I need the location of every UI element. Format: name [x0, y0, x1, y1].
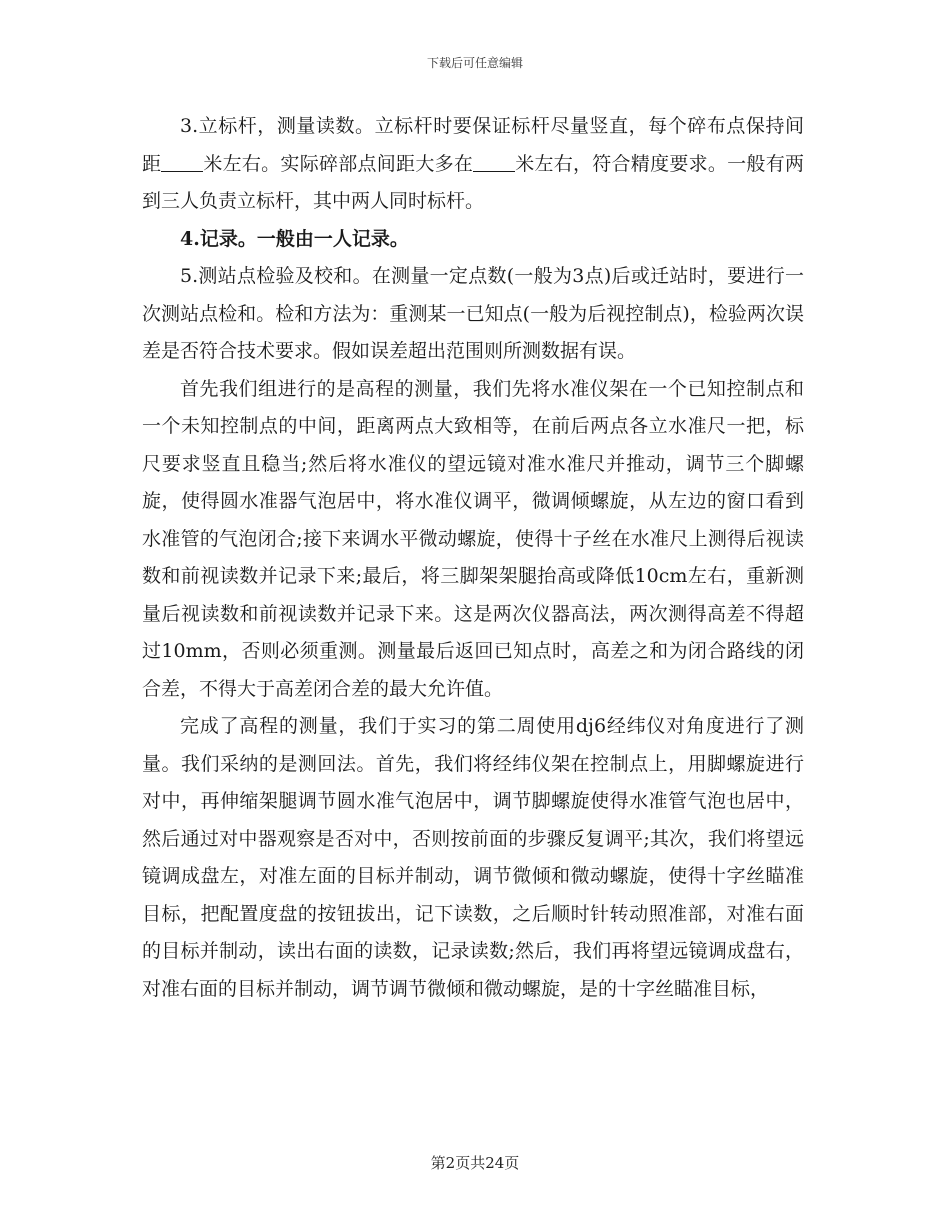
document-body	[142, 108, 804, 1008]
paragraph-5: 完成了高程的测量，我们于实习的第二周使用dj6经纬仪对角度进行了测量。我们采纳的是测回法。首先，我们将经纬仪架在控制点上，用脚螺旋进行对中，再伸缩架腿调节圆水准气泡居中，调节脚螺旋使得水准管气泡也居中，然后通过对中器观察是否对中，否则按前面的步骤反复调平;其次，我们将望远镜调成盘左，对准左面的目标并制动，调节微倾和微动螺旋，使得十字丝瞄准目标，把配置度盘的按钮拔出，记下读数，之后顺时针转动照准部，对准右面的目标并制动，读出右面的读数，记录读数;然后，我们再将望远镜调成盘右，对准右面的目标并制动，调节调节微倾和微动螺旋，是的十字丝瞄准目标，	[142, 715, 804, 1000]
fill-blank-1	[161, 152, 203, 172]
paragraph-1-part-b: 米左右。实际碎部点间距大多在	[203, 152, 474, 175]
paragraph-1-part-c: 米左右，符合精度要求。一般有两到三人负责立标杆，其中两人同时标杆。	[142, 152, 804, 212]
page-number: 第2页共24页	[430, 1154, 520, 1172]
paragraph-1-part-a: 3.立标杆，测量读数。立标杆时要保证标杆尽量竖直，每个碎布点保持间距	[142, 115, 804, 175]
paragraph-4: 首先我们组进行的是高程的测量，我们先将水准仪架在一个已知控制点和一个未知控制点的中间，距离两点大致相等，在前后两点各立水准尺一把，标尺要求竖直且稳当;然后将水准仪的望远镜对准水准尺并推动，调节三个脚螺旋，使得圆水准器气泡居中，将水准仪调平，微调倾螺旋，从左边的窗口看到水准管的气泡闭合;接下来调水平微动螺旋，使得十子丝在水准尺上测得后视读数和前视读数并记录下来;最后，将三脚架架腿抬高或降低10cm左右，重新测量后视读数和前视读数并记录下来。这是两次仪器高法，两次测得高差不得超过10mm，否则必须重测。测量最后返回已知点时，高差之和为闭合路线的闭合差，不得大于高差闭合差的最大允许值。	[142, 377, 804, 700]
paragraph-1	[142, 108, 804, 221]
header-note: 下载后可任意编辑	[426, 56, 523, 70]
paragraph-3: 5.测站点检验及校和。在测量一定点数(一般为3点)后或迁站时，要进行一次测站点检和。检和方法为：重测某一已知点(一般为后视控制点)，检验两次误差是否符合技术要求。假如误差超出范围则所测数据有误。	[142, 265, 804, 362]
fill-blank-2	[473, 152, 515, 172]
paragraph-2: 4.记录。一般由一人记录。	[180, 227, 409, 250]
